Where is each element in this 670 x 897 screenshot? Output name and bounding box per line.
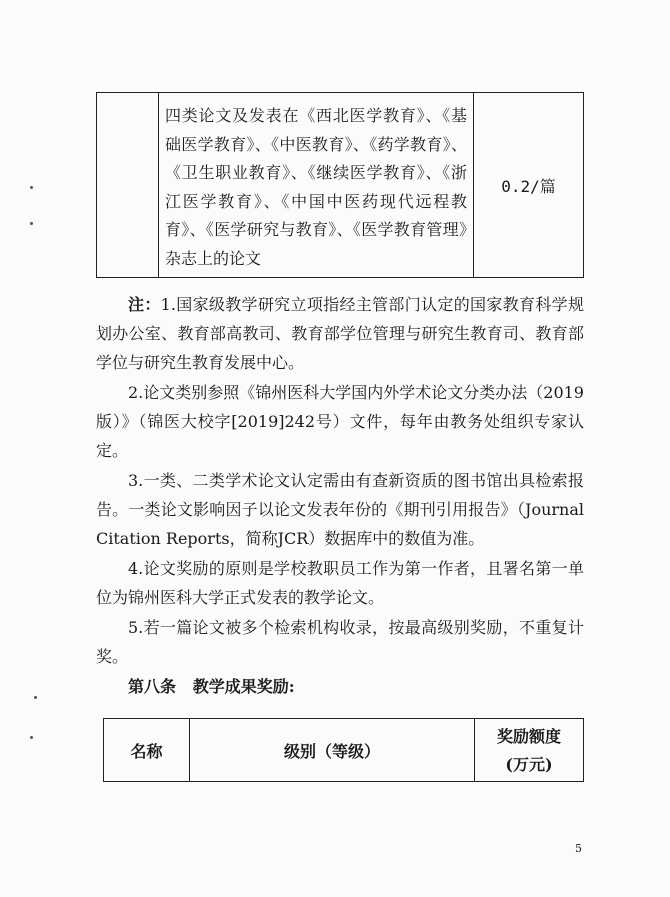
article-number: 第八条 — [128, 677, 177, 696]
column-header-name: 名称 — [104, 719, 190, 782]
column-header-amount-line1: 奖励额度 — [496, 726, 561, 746]
page-number: 5 — [575, 842, 582, 855]
note-1-text: 1.国家级教学研究立项指经主管部门认定的国家教育科学规划办公室、教育部高教司、教育部学位管理与研究生教育司、教育部学位与研究生教育发展中心。 — [96, 295, 584, 372]
notes-section — [96, 290, 584, 701]
table-header-row — [104, 719, 584, 782]
scan-mark — [30, 222, 33, 225]
note-label: 注： — [128, 295, 161, 314]
teaching-achievement-award-table — [103, 718, 584, 782]
article-title: 教学成果奖励: — [192, 677, 295, 696]
article-8-heading — [96, 672, 584, 701]
scan-mark — [34, 696, 37, 699]
award-amount: 0.2/篇 — [474, 93, 584, 278]
table-cell-empty — [97, 93, 159, 278]
note-2: 2.论文类别参照《锦州医科大学国内外学术论文分类办法（2019版）》（锦医大校字[2019]242号）文件，每年由教务处组织专家认定。 — [96, 383, 584, 460]
note-5: 5.若一篇论文被多个检索机构收录，按最高级别奖励，不重复计奖。 — [96, 618, 584, 666]
column-header-level: 级别（等级） — [190, 719, 475, 782]
scan-mark — [30, 736, 33, 739]
note-3: 3.一类、二类学术论文认定需由有查新资质的图书馆出具检索报告。一类论文影响因子以论文发表年份的《期刊引用报告》（Journal Citation Reports，简称JCR）数据库中的数值为准。 — [96, 471, 584, 548]
table-row — [97, 93, 584, 278]
column-header-amount-line2: (万元) — [505, 754, 553, 774]
column-header-amount — [475, 719, 584, 782]
note-4: 4.论文奖励的原则是学校教职员工作为第一作者，且署名第一单位为锦州医科大学正式发表的教学论文。 — [96, 559, 584, 607]
scan-mark — [30, 186, 33, 189]
paper-award-table-continued — [96, 92, 584, 278]
paper-category-description: 四类论文及发表在《西北医学教育》、《基础医学教育》、《中医教育》、《药学教育》、《卫生职业教育》、《继续医学教育》、《浙江医学教育》、《中国中医药现代远程教育》、《医学研究与教育》、《医学教育管理》杂志上的论文 — [159, 93, 474, 278]
note-1 — [96, 290, 584, 377]
